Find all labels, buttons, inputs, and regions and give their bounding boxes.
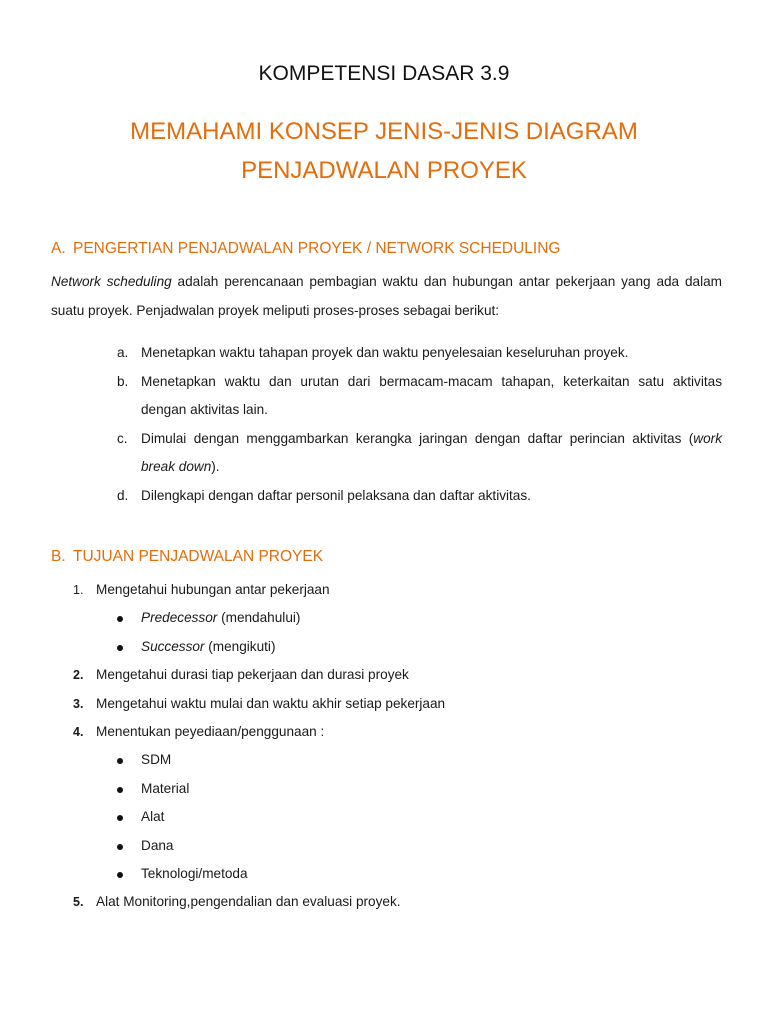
section-b-heading bbox=[51, 548, 323, 566]
numbered-item bbox=[73, 576, 723, 604]
list-item-text: Dilengkapi dengan daftar personil pelaksana dan daftar aktivitas. bbox=[141, 487, 531, 503]
bullet-icon bbox=[117, 758, 123, 764]
item-text: Mengetahui waktu mulai dan waktu akhir setiap pekerjaan bbox=[96, 695, 446, 711]
item-number: 3. bbox=[73, 696, 84, 711]
item-text: Mengetahui durasi tiap pekerjaan dan durasi proyek bbox=[96, 667, 409, 683]
item-number: 1. bbox=[73, 583, 84, 597]
bullet-item bbox=[73, 604, 723, 632]
bullet-text: Predecessor (mendahului) bbox=[141, 610, 301, 626]
list-item bbox=[117, 368, 722, 425]
section-a-heading bbox=[51, 240, 560, 258]
bullet-text: Alat bbox=[141, 809, 165, 825]
section-a-list bbox=[117, 339, 722, 510]
document-title bbox=[0, 112, 768, 190]
bullet-icon bbox=[117, 844, 123, 850]
numbered-item bbox=[73, 718, 723, 746]
item-number: 5. bbox=[73, 895, 84, 910]
bullet-text: SDM bbox=[141, 752, 172, 768]
list-item bbox=[117, 339, 722, 368]
item-text: Alat Monitoring,pengendalian dan evaluasi proyek. bbox=[96, 894, 401, 910]
bullet-item bbox=[73, 803, 723, 831]
numbered-item bbox=[73, 888, 723, 916]
bullet-text: Successor (mengikuti) bbox=[141, 638, 276, 654]
competency-title: KOMPETENSI DASAR 3.9 bbox=[258, 62, 510, 85]
intro-text: adalah perencanaan pembagian waktu dan hubungan antar pekerjaan yang ada dalam suatu proyek. Penjadwalan proyek meliputi proses-proses sebagai berikut: bbox=[51, 274, 722, 318]
list-marker: c. bbox=[117, 430, 128, 446]
bullet-item bbox=[73, 746, 723, 774]
section-a-intro bbox=[51, 268, 722, 325]
section-a-letter: A. bbox=[51, 240, 66, 257]
bullet-icon bbox=[117, 645, 123, 651]
bullet-icon bbox=[117, 872, 123, 878]
bullet-icon bbox=[117, 616, 123, 622]
section-b-list bbox=[73, 576, 723, 917]
list-item bbox=[117, 482, 722, 511]
bullet-text: Dana bbox=[141, 837, 174, 853]
list-item-text-end: ). bbox=[211, 459, 220, 474]
bullet-icon bbox=[117, 815, 123, 821]
bullet-item bbox=[73, 633, 723, 661]
intro-term: Network scheduling bbox=[51, 274, 172, 289]
item-text: Menentukan peyediaan/penggunaan : bbox=[96, 723, 325, 739]
list-marker: b. bbox=[117, 373, 129, 389]
section-b-heading-text: TUJUAN PENJADWALAN PROYEK bbox=[73, 548, 324, 565]
numbered-item bbox=[73, 690, 723, 718]
list-item-text: Menetapkan waktu dan urutan dari bermacam-macam tahapan, keterkaitan satu aktivitas dengan aktivitas lain. bbox=[141, 373, 722, 417]
bullet-icon bbox=[117, 787, 123, 793]
bullet-text: Material bbox=[141, 780, 190, 796]
list-marker: d. bbox=[117, 487, 129, 503]
document-title-line-1: MEMAHAMI KONSEP JENIS-JENIS DIAGRAM bbox=[130, 118, 638, 145]
bullet-item bbox=[73, 860, 723, 888]
item-number: 4. bbox=[73, 724, 84, 739]
section-b-letter: B. bbox=[51, 548, 66, 565]
item-text: Mengetahui hubungan antar pekerjaan bbox=[96, 582, 330, 597]
list-item-text: Dimulai dengan menggambarkan kerangka jaringan dengan daftar perincian aktivitas ( bbox=[141, 430, 694, 446]
section-a-heading-text: PENGERTIAN PENJADWALAN PROYEK / NETWORK SCHEDULING bbox=[73, 240, 561, 257]
list-item-text: Menetapkan waktu tahapan proyek dan waktu penyelesaian keseluruhan proyek. bbox=[141, 345, 629, 360]
bullet-item bbox=[73, 832, 723, 860]
list-item bbox=[117, 425, 722, 482]
document-title-line-2: PENJADWALAN PROYEK bbox=[241, 157, 527, 184]
list-marker: a. bbox=[117, 345, 129, 360]
list-item-italic-text: work break down bbox=[141, 430, 722, 474]
bullet-item bbox=[73, 775, 723, 803]
bullet-text: Teknologi/metoda bbox=[141, 865, 248, 881]
numbered-item bbox=[73, 661, 723, 689]
item-number: 2. bbox=[73, 668, 84, 683]
